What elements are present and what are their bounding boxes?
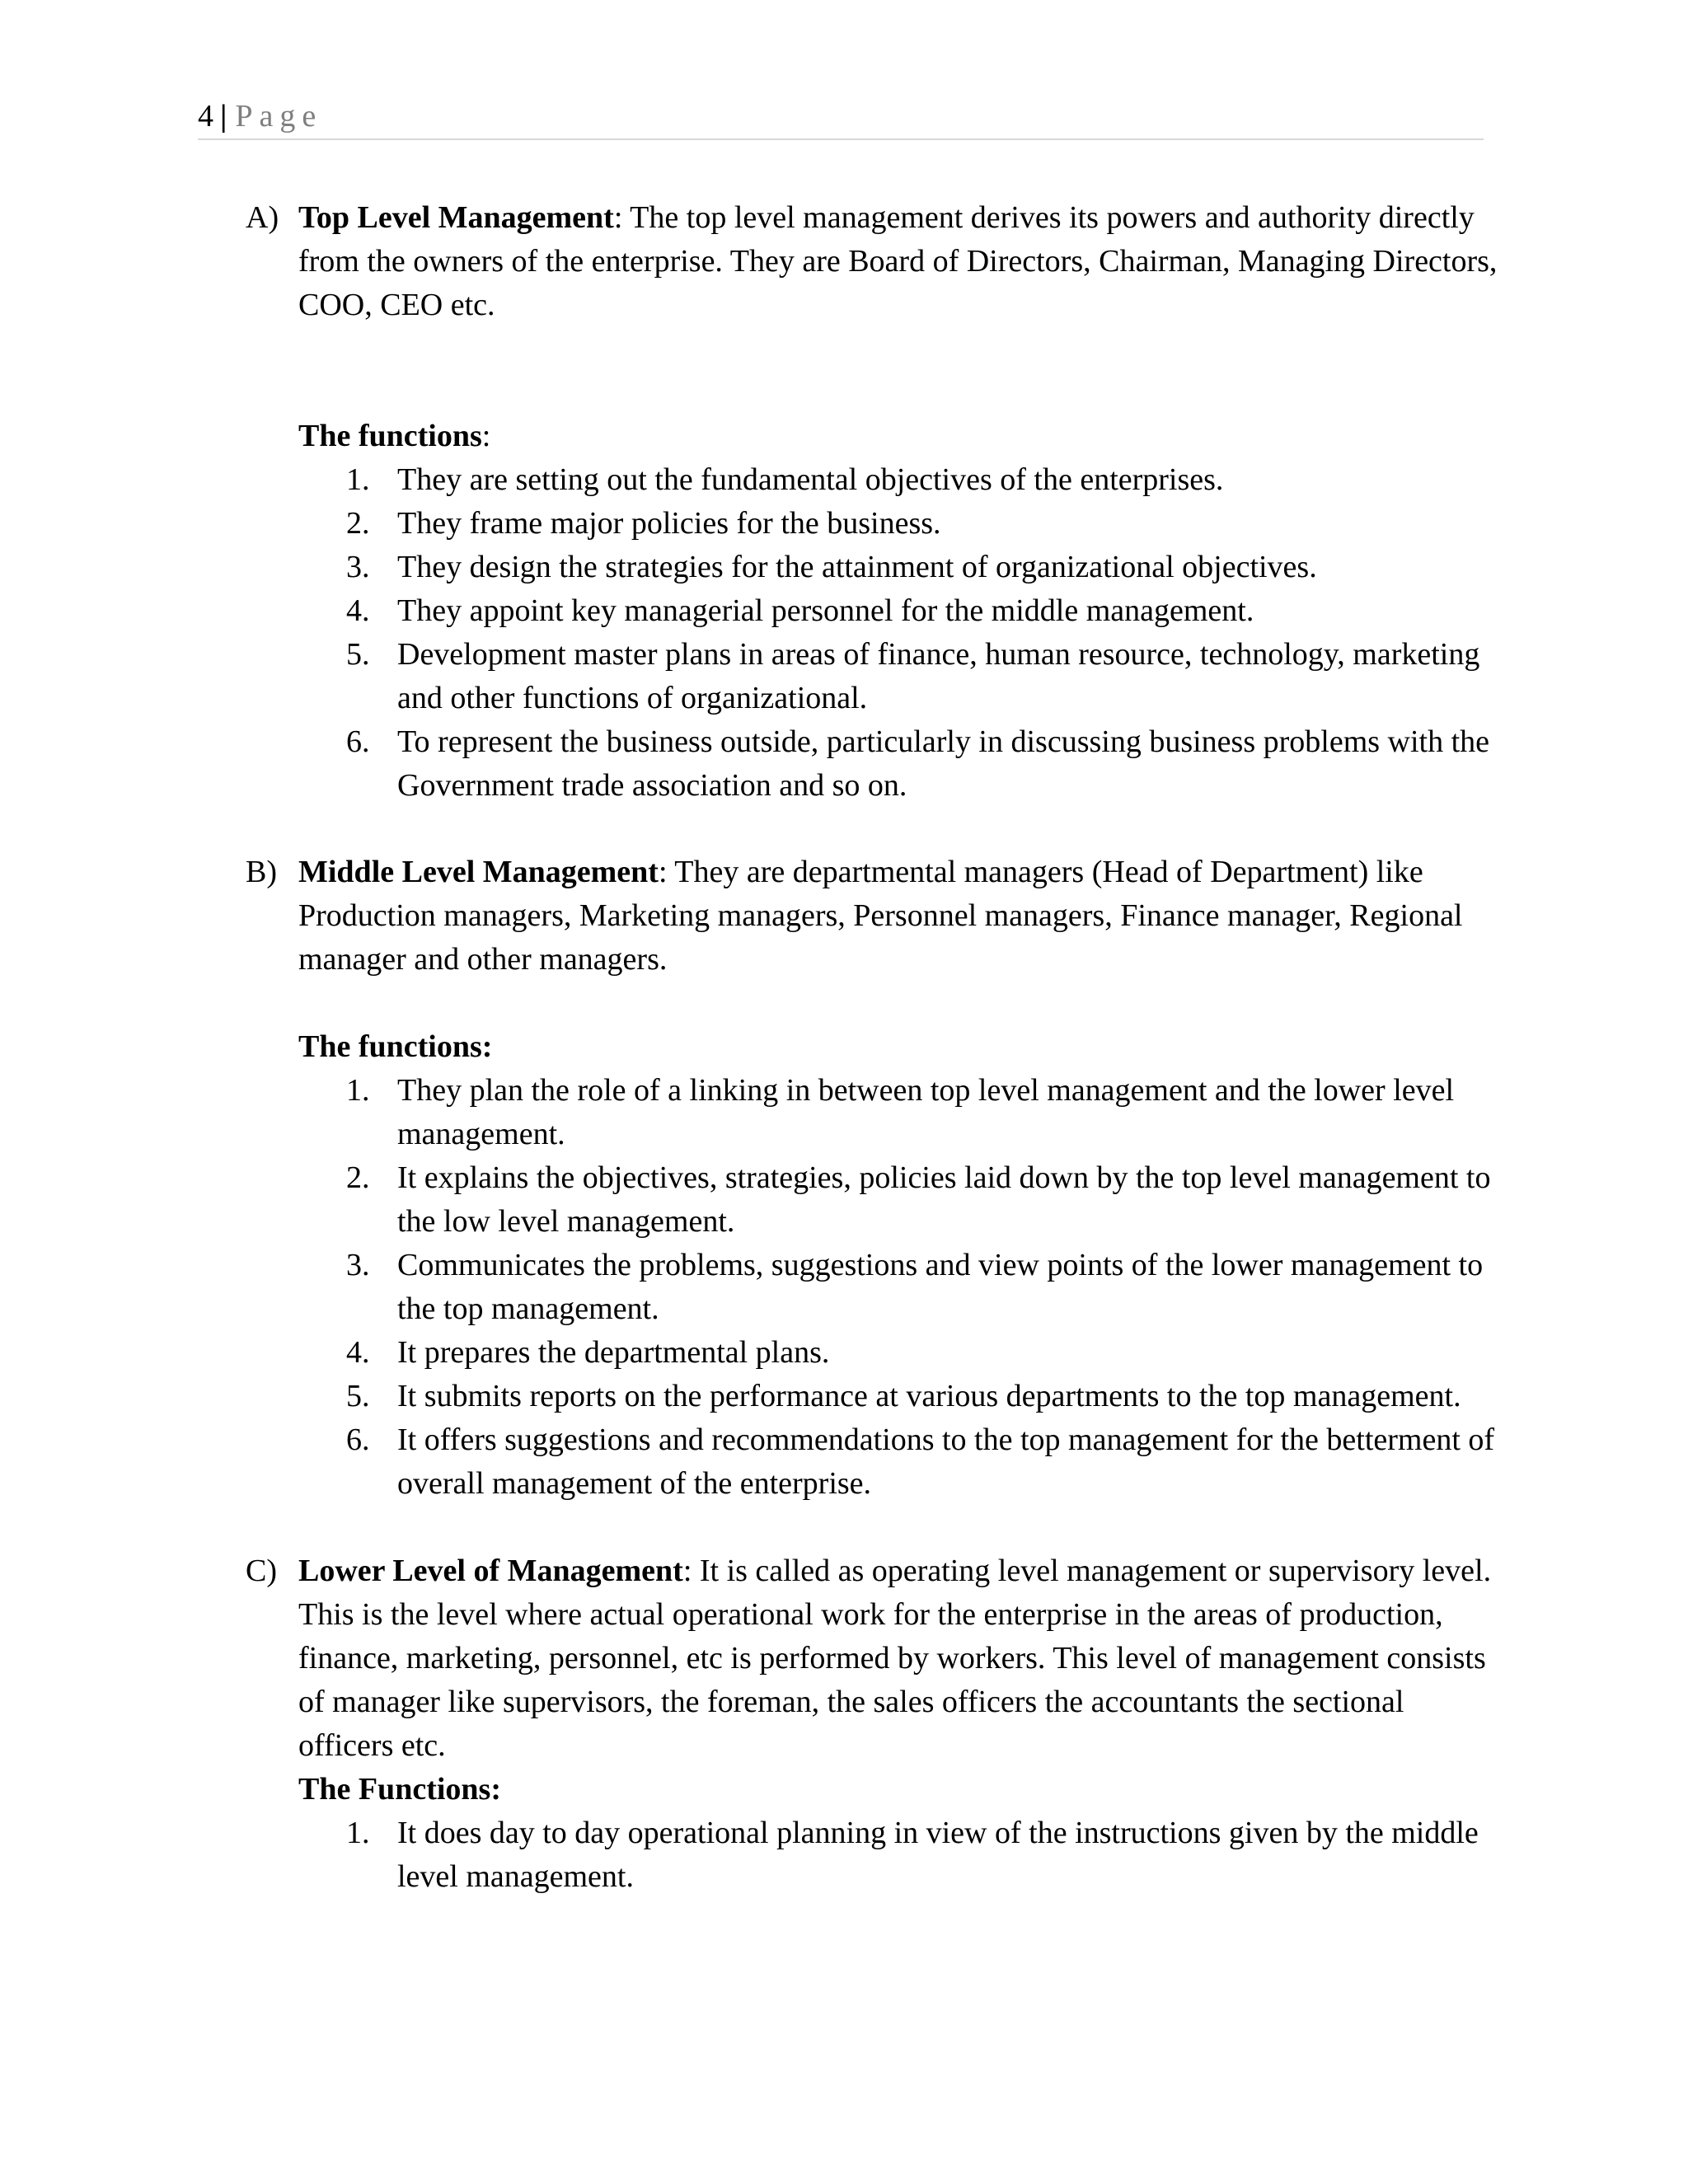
functions-heading — [298, 1025, 1500, 1069]
item-text: It offers suggestions and recommendations to the top management for the betterment of overall management of the enterprise. — [397, 1422, 1495, 1501]
list-item — [298, 1418, 1500, 1506]
section-paragraph — [298, 1549, 1500, 1768]
item-number: 2. — [346, 1160, 370, 1195]
item-number: 4. — [346, 1335, 370, 1370]
section-paragraph — [298, 196, 1500, 327]
item-number: 2. — [346, 506, 370, 541]
item-text: It does day to day operational planning in view of the instructions given by the middle level management. — [397, 1816, 1479, 1894]
item-text: It prepares the departmental plans. — [397, 1335, 830, 1370]
section-paragraph — [298, 851, 1500, 982]
page-label: Page — [235, 99, 323, 134]
section-body: : The top level management derives its powers and authority directly from the owners of the enterprise. They are Board of Directors, Chairman, Managing Directors, COO, CEO etc. — [298, 200, 1498, 322]
section-body: : They are departmental managers (Head of Department) like Production managers, Marketing managers, Personnel managers, Finance manager, Regional manager and other managers. — [298, 855, 1463, 977]
list-item — [298, 633, 1500, 720]
functions-heading — [298, 415, 1500, 458]
item-text: They are setting out the fundamental objectives of the enterprises. — [397, 462, 1224, 497]
section-title: Top Level Management — [298, 200, 614, 235]
list-item — [298, 1375, 1500, 1418]
section-marker: B) — [246, 855, 277, 889]
item-number: 1. — [346, 462, 370, 497]
list-item — [298, 1156, 1500, 1244]
functions-heading-text: The functions: — [298, 1029, 493, 1064]
section-top-level — [198, 196, 1500, 808]
item-text: Communicates the problems, suggestions and view points of the lower management to the top management. — [397, 1248, 1484, 1326]
item-text: It submits reports on the performance at various departments to the top management. — [397, 1379, 1461, 1413]
list-item — [298, 1244, 1500, 1331]
item-number: 3. — [346, 550, 370, 584]
item-number: 5. — [346, 637, 370, 672]
list-item — [298, 589, 1500, 633]
item-text: They appoint key managerial personnel for the middle management. — [397, 593, 1254, 628]
functions-heading-text: The Functions: — [298, 1772, 501, 1807]
section-marker: C) — [246, 1554, 277, 1588]
section-lower-level — [198, 1549, 1500, 1899]
item-text: To represent the business outside, particularly in discussing business problems with the Government trade association and so on. — [397, 724, 1490, 803]
functions-list — [298, 1811, 1500, 1899]
functions-heading — [298, 1768, 1500, 1811]
document-body — [198, 196, 1500, 1899]
functions-heading-colon: : — [481, 419, 491, 453]
item-text: Development master plans in areas of finance, human resource, technology, marketing and other functions of organizational. — [397, 637, 1480, 715]
functions-list — [298, 1069, 1500, 1506]
functions-heading-text: The functions — [298, 419, 482, 453]
section-body: : It is called as operating level management or supervisory level. This is the level where actual operational work for the enterprise in the areas of production, finance, marketing, personnel, etc is performed by workers. This level of management consists of manager like supervisors, the foreman, the sales officers the accountants the sectional officers etc. — [298, 1554, 1492, 1763]
item-number: 1. — [346, 1816, 370, 1850]
item-number: 6. — [346, 1422, 370, 1457]
item-text: They design the strategies for the attainment of organizational objectives. — [397, 550, 1317, 584]
list-item — [298, 720, 1500, 808]
list-item — [298, 502, 1500, 546]
item-number: 1. — [346, 1073, 370, 1108]
item-text: They frame major policies for the business. — [397, 506, 941, 541]
list-item — [298, 458, 1500, 502]
item-number: 6. — [346, 724, 370, 759]
page-number: 4 — [198, 99, 213, 134]
item-number: 4. — [346, 593, 370, 628]
item-number: 5. — [346, 1379, 370, 1413]
page-header — [198, 94, 1484, 140]
item-text: It explains the objectives, strategies, policies laid down by the top level management to the low level management. — [397, 1160, 1491, 1239]
section-title: Middle Level Management — [298, 855, 659, 889]
list-item — [298, 1069, 1500, 1156]
section-middle-level — [198, 851, 1500, 1506]
section-marker: A) — [246, 200, 279, 235]
list-item — [298, 1331, 1500, 1375]
functions-list — [298, 458, 1500, 808]
section-title: Lower Level of Management — [298, 1554, 683, 1588]
item-number: 3. — [346, 1248, 370, 1282]
list-item — [298, 546, 1500, 589]
header-separator: | — [220, 99, 227, 134]
list-item — [298, 1811, 1500, 1899]
item-text: They plan the role of a linking in between top level management and the lower level management. — [397, 1073, 1455, 1151]
